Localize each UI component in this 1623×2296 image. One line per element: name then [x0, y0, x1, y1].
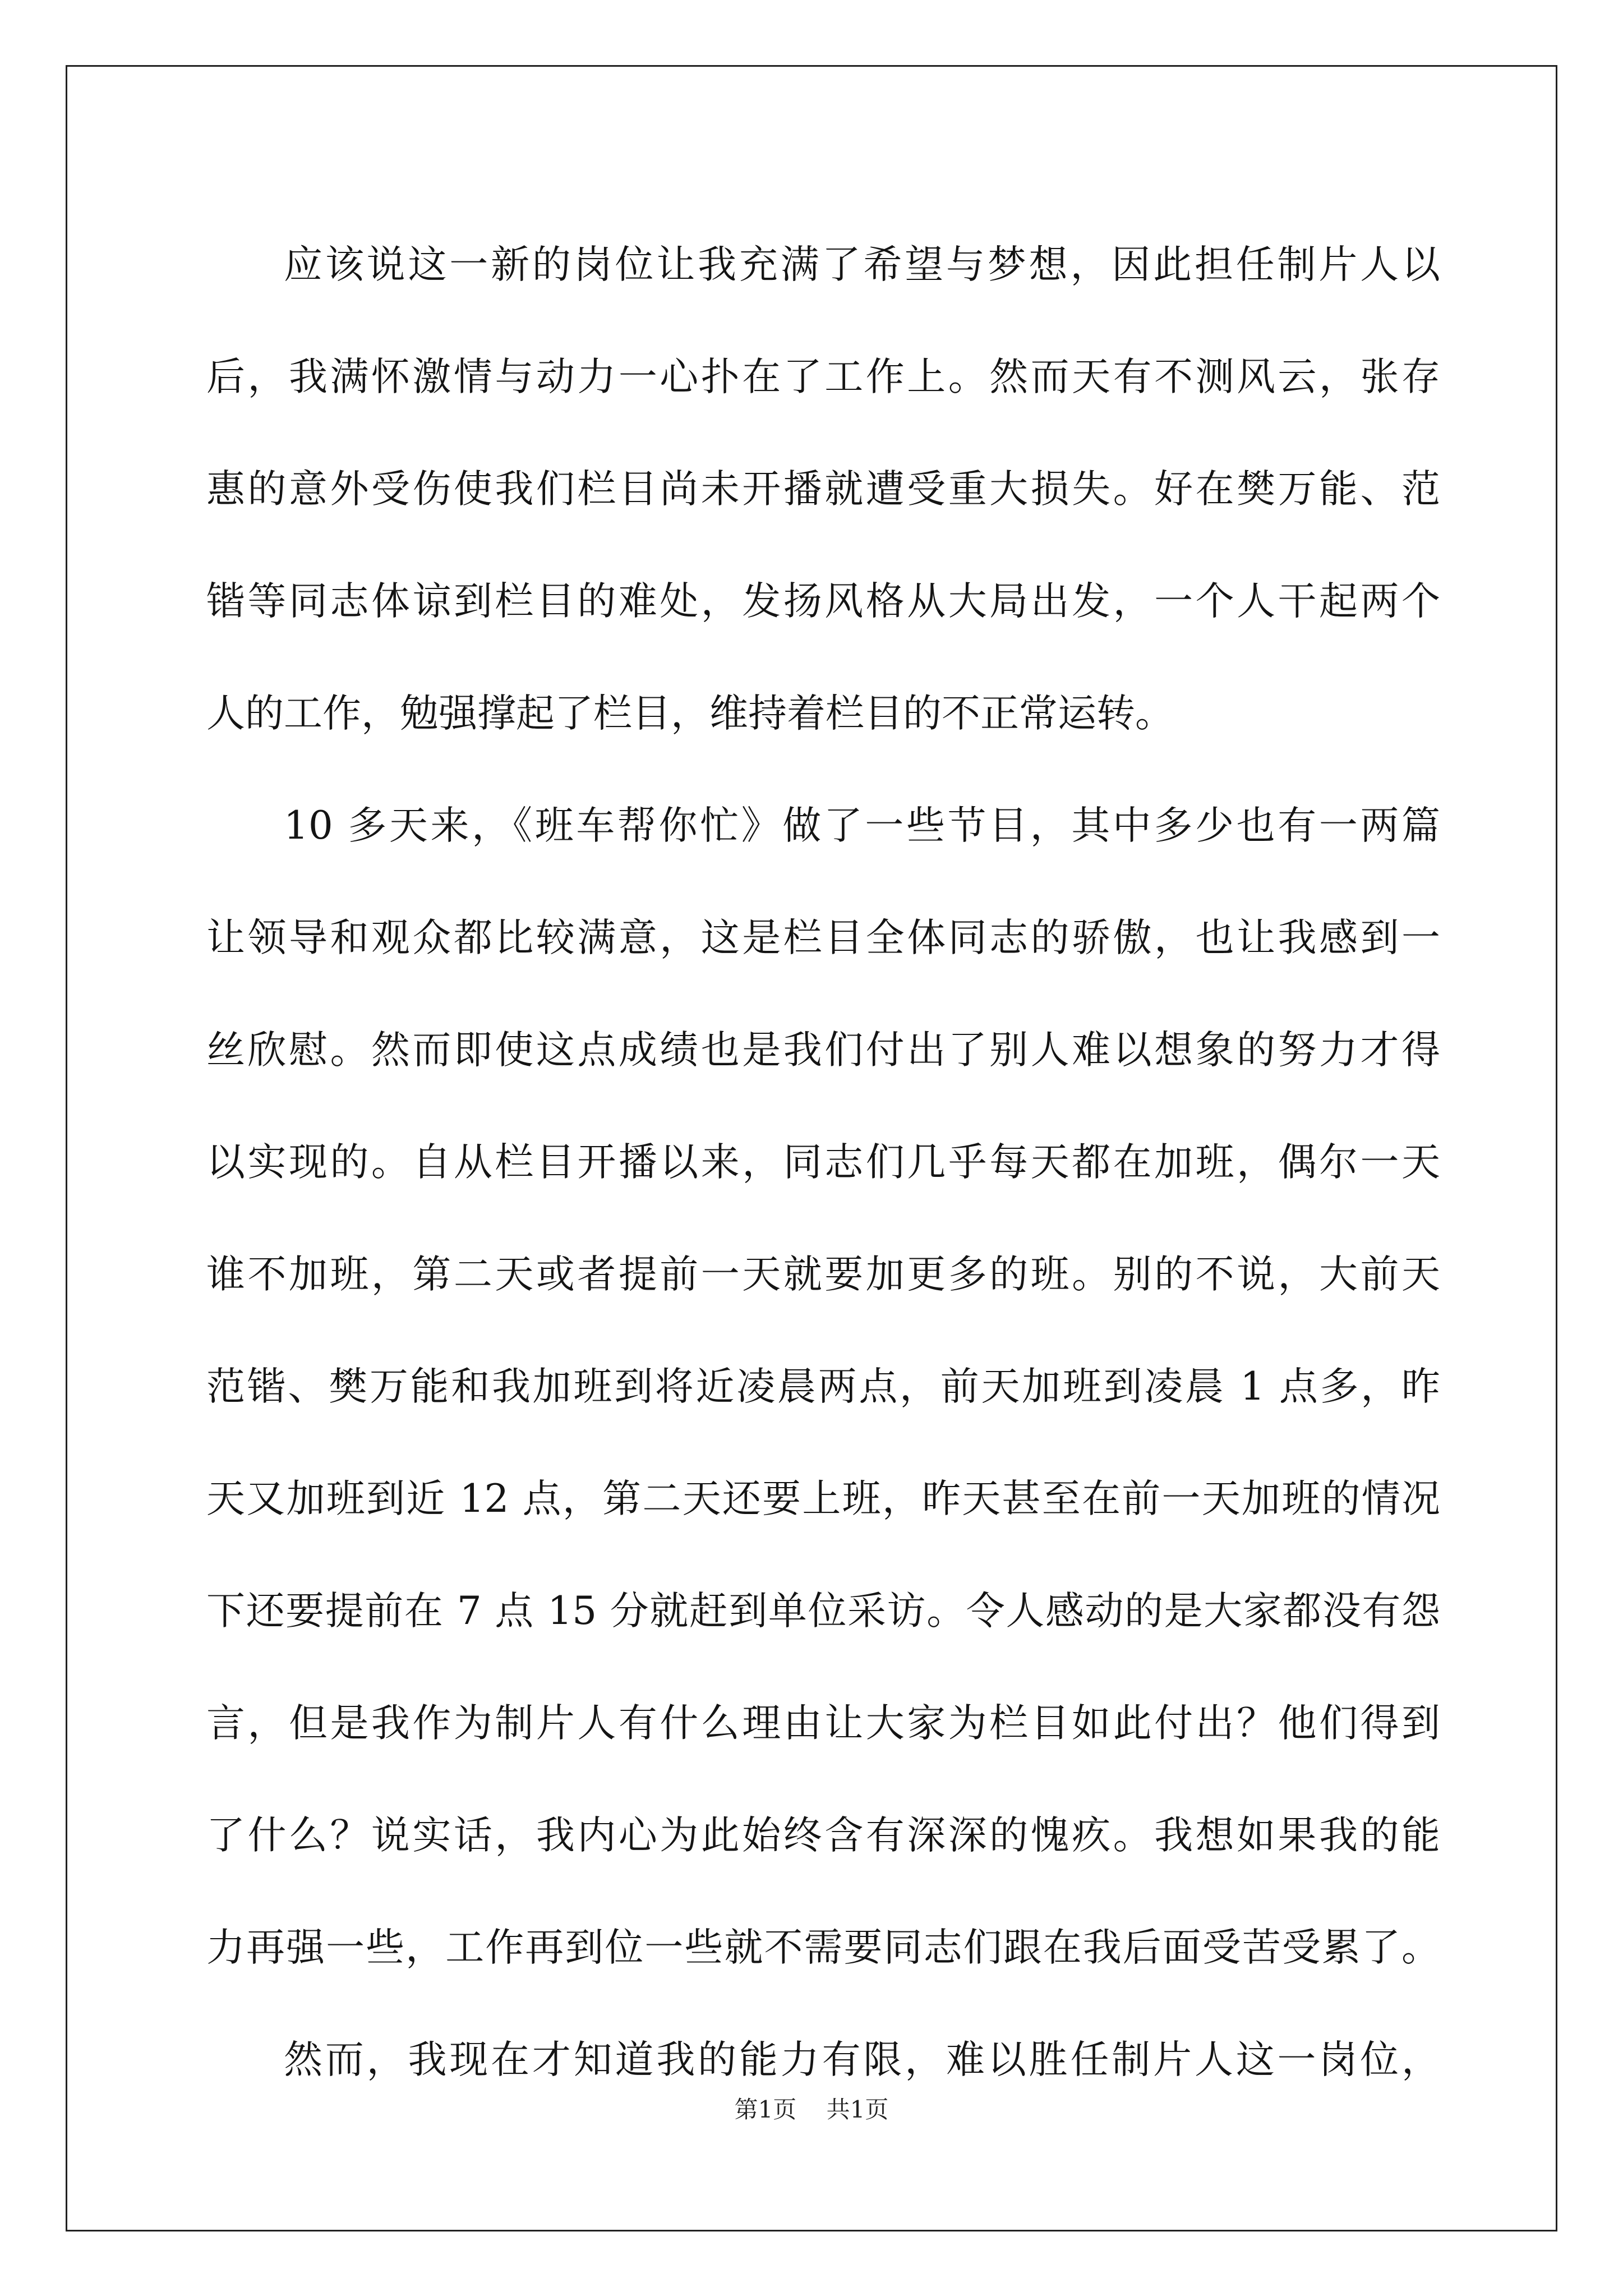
text-line-content: 言，但是我作为制片人有什么理由让大家为栏目如此付出？他们得到	[206, 1701, 1440, 1746]
text-line	[206, 1892, 1440, 2004]
text-line-content: 锴等同志体谅到栏目的难处，发扬风格从大局出发，一个人干起两个	[206, 579, 1440, 624]
text-line	[206, 770, 1440, 882]
page-footer: 第1页 共1页	[734, 2096, 889, 2123]
text-line	[206, 1106, 1440, 1218]
text-line-content: 人的工作，勉强撑起了栏目，维持着栏目的不正常运转。	[206, 691, 1174, 736]
text-line-content: 应该说这一新的岗位让我充满了希望与梦想，因此担任制片人以	[284, 242, 1440, 287]
text-line	[206, 209, 1440, 321]
text-line	[206, 1667, 1440, 1779]
text-line	[206, 545, 1440, 657]
text-line-content: 范锴、樊万能和我加班到将近凌晨两点，前天加班到凌晨 1 点多，昨	[206, 1364, 1440, 1409]
text-line-content: 谁不加班，第二天或者提前一天就要加更多的班。别的不说，大前天	[206, 1252, 1440, 1297]
text-line	[206, 321, 1440, 433]
text-line-content: 天又加班到近 12 点，第二天还要上班，昨天甚至在前一天加班的情况	[206, 1476, 1440, 1521]
text-line	[206, 433, 1440, 545]
text-line-content: 让领导和观众都比较满意，这是栏目全体同志的骄傲，也让我感到一	[206, 915, 1440, 960]
text-line	[206, 1555, 1440, 1667]
text-line-content: 10 多天来，《班车帮你忙》做了一些节目，其中多少也有一两篇	[284, 803, 1440, 848]
text-line-content: 力再强一些，工作再到位一些就不需要同志们跟在我后面受苦受累了。	[206, 1925, 1440, 1970]
text-line	[206, 1779, 1440, 1892]
document-body	[206, 209, 1440, 2116]
text-line-content: 惠的意外受伤使我们栏目尚未开播就遭受重大损失。好在樊万能、范	[206, 467, 1440, 512]
text-line-content: 以实现的。自从栏目开播以来，同志们几乎每天都在加班，偶尔一天	[206, 1140, 1440, 1185]
text-line	[206, 994, 1440, 1106]
text-line	[206, 1218, 1440, 1331]
text-line-content: 下还要提前在 7 点 15 分就赶到单位采访。令人感动的是大家都没有怨	[206, 1589, 1440, 1634]
text-line	[206, 882, 1440, 994]
text-line	[206, 1443, 1440, 1555]
text-line	[206, 1331, 1440, 1443]
text-line-content: 后，我满怀激情与动力一心扑在了工作上。然而天有不测风云，张存	[206, 355, 1440, 399]
text-line-content: 了什么？说实话，我内心为此始终含有深深的愧疚。我想如果我的能	[206, 1813, 1440, 1858]
text-line-content: 然而，我现在才知道我的能力有限，难以胜任制片人这一岗位，	[284, 2037, 1440, 2082]
text-line-content: 丝欣慰。然而即使这点成绩也是我们付出了别人难以想象的努力才得	[206, 1028, 1440, 1073]
text-line	[206, 657, 1440, 770]
